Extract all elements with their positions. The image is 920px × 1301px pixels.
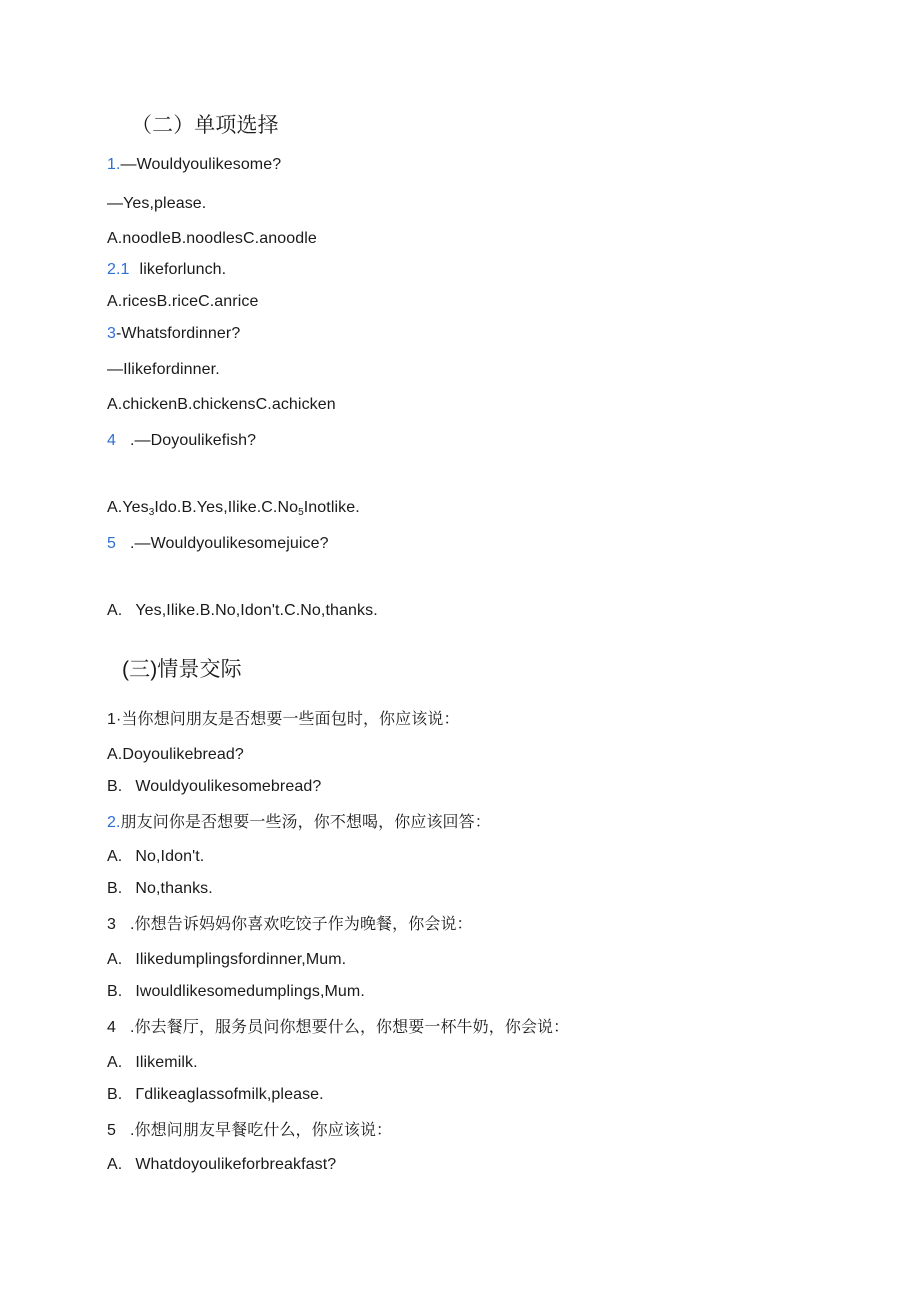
situation-1	[107, 710, 460, 730]
question-3	[107, 324, 240, 344]
option-text: A.Yes	[107, 499, 149, 516]
option-text: Ido.B.Yes,Ilike.C.No	[154, 499, 299, 516]
option-label: B.	[107, 1086, 123, 1103]
option-text: Ilikemilk.	[135, 1054, 198, 1071]
situation-text: .你去餐厅，服务员问你想要什么，你想要一杯牛奶，你会说：	[130, 1019, 570, 1036]
situation-1-option-b	[107, 777, 321, 797]
option-label: B.	[107, 880, 123, 897]
situation-3	[107, 915, 473, 935]
option-text: Iwouldlikesomedumplings,Mum.	[135, 983, 365, 1000]
option-label: A.	[107, 848, 123, 865]
situation-5-option-a	[107, 1155, 336, 1175]
question-2	[107, 260, 226, 280]
situation-number: 3	[107, 916, 116, 933]
option-subscript: 3	[148, 507, 155, 518]
question-5	[107, 534, 329, 554]
question-1-options: A.noodleB.noodlesC.anoodle	[107, 230, 317, 247]
question-number: 4	[107, 432, 116, 449]
question-text: -Whatsfordinner?	[116, 325, 241, 342]
situation-3-option-a	[107, 950, 346, 970]
option-label: A.	[107, 602, 123, 619]
option-text: Γdlikeaglassofmilk,please.	[135, 1086, 324, 1103]
section-heading-single-choice: （二）单项选择	[131, 114, 279, 137]
option-text: Yes,Ilike.B.No,Idon't.C.No,thanks.	[135, 602, 378, 619]
situation-number: 4	[107, 1019, 116, 1036]
option-label: A.	[107, 1054, 123, 1071]
option-label: A.	[107, 1156, 123, 1173]
situation-4-option-a	[107, 1053, 198, 1073]
situation-2-option-b	[107, 879, 213, 899]
option-label: A.	[107, 951, 123, 968]
situation-number: 2.	[107, 814, 121, 831]
option-text: Inotlike.	[303, 499, 360, 516]
question-3-options: A.chickenB.chickensC.achicken	[107, 396, 336, 413]
question-number: 2.1	[107, 261, 130, 278]
situation-text: 当你想问朋友是否想要一些面包时，你应该说：	[121, 711, 460, 728]
question-1-reply: —Yes,please.	[107, 195, 207, 212]
question-text: likeforlunch.	[139, 261, 227, 278]
question-text: .—Doyoulikefish?	[130, 432, 257, 449]
option-label: B.	[107, 983, 123, 1000]
question-number: 1.	[107, 156, 121, 173]
situation-2-option-a	[107, 847, 204, 867]
situation-text: .你想问朋友早餐吃什么，你应该说：	[130, 1122, 393, 1139]
option-text: Ilikedumplingsfordinner,Mum.	[135, 951, 347, 968]
question-text: —Wouldyoulikesome?	[120, 156, 282, 173]
situation-text: 朋友问你是否想要一些汤，你不想喝，你应该回答：	[120, 814, 491, 831]
option-text: No,Idon't.	[135, 848, 205, 865]
question-2-options: A.ricesB.riceC.anrice	[107, 293, 259, 310]
question-4-options	[107, 498, 360, 523]
situation-1-option-a: A.Doyoulikebread?	[107, 746, 244, 763]
situation-3-option-b	[107, 982, 365, 1002]
question-4	[107, 431, 256, 451]
question-number: 3	[107, 325, 116, 342]
option-subscript: 5	[298, 507, 304, 518]
option-label: B.	[107, 778, 123, 795]
option-text: No,thanks.	[135, 880, 213, 897]
option-text: Wouldyoulikesomebread?	[135, 778, 322, 795]
question-1	[107, 155, 281, 175]
option-text: Whatdoyoulikeforbreakfast?	[135, 1156, 337, 1173]
situation-number: 1·	[107, 711, 122, 728]
situation-4	[107, 1018, 569, 1038]
situation-text: .你想告诉妈妈你喜欢吃饺子作为晚餐，你会说：	[130, 916, 473, 933]
question-text: .—Wouldyoulikesomejuice?	[130, 535, 329, 552]
situation-2	[107, 813, 491, 833]
question-number: 5	[107, 535, 116, 552]
situation-4-option-b	[107, 1085, 324, 1105]
question-3-reply: —Ilikefordinner.	[107, 361, 220, 378]
section-heading-situational: (三)情景交际	[122, 658, 242, 681]
question-5-options	[107, 601, 378, 621]
situation-number: 5	[107, 1122, 116, 1139]
situation-5	[107, 1121, 392, 1141]
